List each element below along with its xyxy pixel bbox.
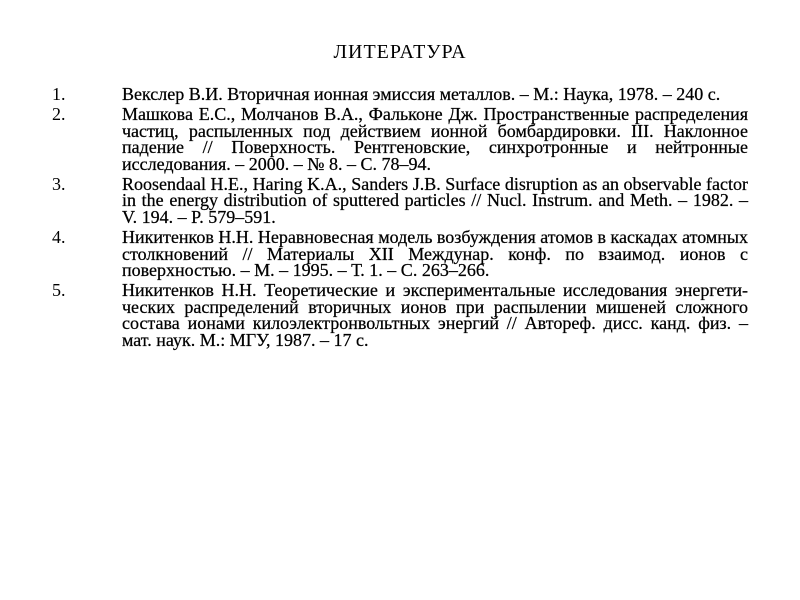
reference-list [52, 86, 748, 352]
reference-number: 5. [52, 280, 66, 301]
reference-text: Никитенков Н.Н. Неравновесная модель возбуждения атомов в каскадах атомных столкновений // Материалы XII Междунар. конф. по взаимод. ионов с поверхностью. – М. – 1995. – Т. 1. – С. 263–266. [122, 227, 748, 281]
reference-number: 2. [52, 104, 66, 125]
reference-item [52, 106, 748, 172]
reference-text: Векслер В.И. Вторичная ионная эмиссия металлов. – М.: Наука, 1978. – 240 с. [122, 84, 721, 104]
reference-item [52, 227, 748, 281]
reference-number: 1. [52, 84, 66, 104]
reference-text: Никитенков Н.Н. Теоретические и экспериментальные исследования энергети-ческих распределений вторичных ионов при распылении мишеней сложного состава ионами килоэлектронвольтных энергий // Автореф. дисс. канд. физ. – мат. наук. М.: МГУ, 1987. – 17 с. [122, 280, 748, 350]
page-title: ЛИТЕРАТУРА [333, 41, 467, 63]
reference-item [52, 282, 748, 348]
reference-text: Машкова Е.С., Молчанов В.А., Фальконе Дж. Пространственные распределения частиц, распыленных под действием ионной бомбардировки. III. Наклонное падение // Поверхность. Рентгеновские, синхротронные и нейтронные исследования. – 2000. – № 8. – С. 78–94. [122, 104, 748, 174]
reference-number: 4. [52, 227, 66, 248]
reference-item [52, 176, 748, 225]
reference-number: 3. [52, 174, 66, 195]
reference-item [52, 86, 748, 102]
reference-text: Roosendaal H.E., Haring K.A., Sanders J.B. Surface disruption as an observable factor in the energy distribution of sputtered particles // Nucl. Instrum. and Meth. – 1982. – V. 194. – P. 579–591. [122, 174, 748, 227]
